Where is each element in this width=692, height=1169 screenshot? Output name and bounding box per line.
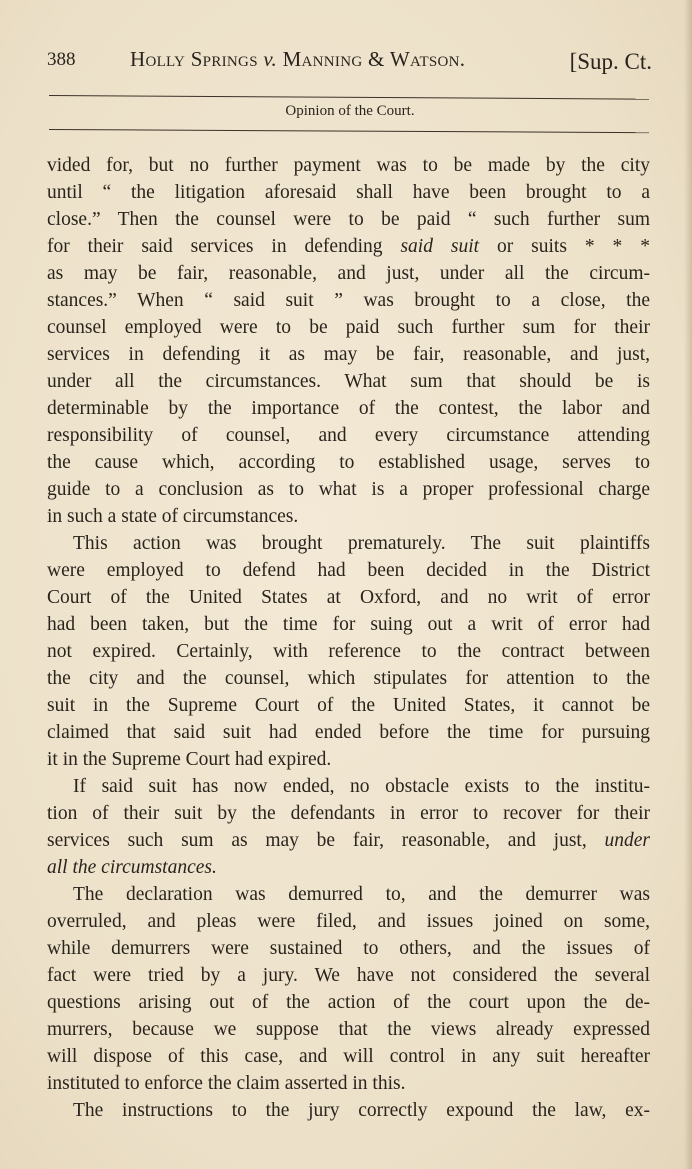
text-line bbox=[47, 368, 650, 395]
text-segment: the city and the counsel, which stipulates for attention to the bbox=[47, 668, 650, 689]
text-line bbox=[47, 719, 650, 746]
text-segment: had been taken, but the time for suing out a writ of error had bbox=[47, 614, 650, 635]
text-segment: responsibility of counsel, and every circumstance attending bbox=[47, 425, 650, 446]
text-line bbox=[47, 557, 650, 584]
running-header bbox=[47, 47, 652, 77]
text-segment: counsel employed were to be paid such further sum for their bbox=[47, 317, 650, 338]
text-segment: instituted to enforce the claim asserted in this. bbox=[47, 1073, 406, 1094]
text-segment: in such a state of circumstances. bbox=[47, 506, 299, 527]
text-line bbox=[47, 260, 650, 287]
text-segment: vided for, but no further payment was to be made by the city bbox=[47, 155, 650, 176]
text-segment: The instructions to the jury correctly expound the law, ex- bbox=[73, 1100, 650, 1121]
text-line bbox=[47, 422, 650, 449]
running-title-versus: v. bbox=[263, 47, 278, 71]
header-rule-bottom bbox=[49, 129, 649, 133]
text-segment: murrers, because we suppose that the views already expressed bbox=[47, 1019, 650, 1040]
body-text bbox=[47, 152, 650, 1124]
text-segment: This action was brought prematurely. The suit plaintiffs bbox=[73, 533, 650, 554]
text-segment: overruled, and pleas were filed, and issues joined on some, bbox=[47, 911, 650, 932]
text-line bbox=[47, 341, 650, 368]
text-segment: stances.” When “ said suit ” was brought to a close, the bbox=[47, 290, 650, 311]
text-line bbox=[47, 1070, 650, 1097]
text-line bbox=[47, 638, 650, 665]
text-line bbox=[47, 827, 650, 854]
text-segment: If said suit has now ended, no obstacle exists to the institu- bbox=[73, 776, 650, 797]
text-line bbox=[47, 665, 650, 692]
text-line bbox=[47, 395, 650, 422]
text-line bbox=[47, 476, 650, 503]
text-segment: tion of their suit by the defendants in error to recover for their bbox=[47, 803, 650, 824]
text-line bbox=[47, 1097, 650, 1124]
text-line bbox=[47, 152, 650, 179]
text-segment: until “ the litigation aforesaid shall have been brought to a bbox=[47, 182, 650, 203]
text-line bbox=[47, 530, 650, 557]
text-segment: will dispose of this case, and will control in any suit hereafter bbox=[47, 1046, 650, 1067]
text-segment: questions arising out of the action of the court upon the de- bbox=[47, 992, 650, 1013]
text-segment: for their said services in defending bbox=[47, 236, 401, 257]
text-segment: close.” Then the counsel were to be paid “ such further sum bbox=[47, 209, 650, 230]
text-line bbox=[47, 989, 650, 1016]
text-segment: suit in the Supreme Court of the United States, it cannot be bbox=[47, 695, 650, 716]
text-segment: Court of the United States at Oxford, and no writ of error bbox=[47, 587, 650, 608]
text-line bbox=[47, 206, 650, 233]
text-line bbox=[47, 1043, 650, 1070]
text-line bbox=[47, 287, 650, 314]
running-title-part: Manning & Watson. bbox=[277, 47, 466, 71]
text-segment: it in the Supreme Court had expired. bbox=[47, 749, 332, 770]
text-line bbox=[47, 800, 650, 827]
section-subheading: Opinion of the Court. bbox=[285, 103, 415, 119]
text-line bbox=[47, 449, 650, 476]
text-segment: services in defending it as may be fair, reasonable, and just, bbox=[47, 344, 650, 365]
text-line bbox=[47, 233, 650, 260]
text-line bbox=[47, 611, 650, 638]
text-line bbox=[47, 746, 650, 773]
page-number: 388 bbox=[47, 49, 76, 70]
court-label: [Sup. Ct. bbox=[569, 49, 652, 74]
text-segment: as may be fair, reasonable, and just, under all the circum- bbox=[47, 263, 650, 284]
text-segment: fact were tried by a jury. We have not considered the several bbox=[47, 965, 650, 986]
text-segment: not expired. Certainly, with reference to the contract between bbox=[47, 641, 650, 662]
italic-text: said suit bbox=[400, 236, 480, 257]
text-line bbox=[47, 503, 650, 530]
header-rule-top bbox=[49, 95, 649, 100]
text-line bbox=[47, 584, 650, 611]
text-segment: the cause which, according to established usage, serves to bbox=[47, 452, 650, 473]
text-line bbox=[47, 1016, 650, 1043]
page-edge-shadow bbox=[684, 0, 692, 1169]
italic-text: all the circumstances. bbox=[47, 857, 217, 878]
text-segment: The declaration was demurred to, and the demurrer was bbox=[73, 884, 650, 905]
italic-text: under bbox=[604, 830, 650, 851]
text-segment: or suits * * * bbox=[479, 236, 650, 257]
text-line bbox=[47, 854, 650, 881]
running-title-part: Holly Springs bbox=[130, 47, 264, 71]
text-line bbox=[47, 773, 650, 800]
text-segment: determinable by the importance of the contest, the labor and bbox=[47, 398, 650, 419]
text-line bbox=[47, 935, 650, 962]
text-line bbox=[47, 692, 650, 719]
text-segment: claimed that said suit had ended before the time for pursuing bbox=[47, 722, 650, 743]
text-segment: were employed to defend had been decided in the District bbox=[47, 560, 650, 581]
text-line bbox=[47, 179, 650, 206]
text-line bbox=[47, 314, 650, 341]
running-title bbox=[130, 47, 465, 72]
text-line bbox=[47, 962, 650, 989]
text-line bbox=[47, 908, 650, 935]
text-segment: guide to a conclusion as to what is a proper professional charge bbox=[47, 479, 650, 500]
text-line bbox=[47, 881, 650, 908]
text-segment: services such sum as may be fair, reasonable, and just, bbox=[47, 830, 605, 851]
text-segment: while demurrers were sustained to others, and the issues of bbox=[47, 938, 650, 959]
text-segment: under all the circumstances. What sum that should be is bbox=[47, 371, 650, 392]
